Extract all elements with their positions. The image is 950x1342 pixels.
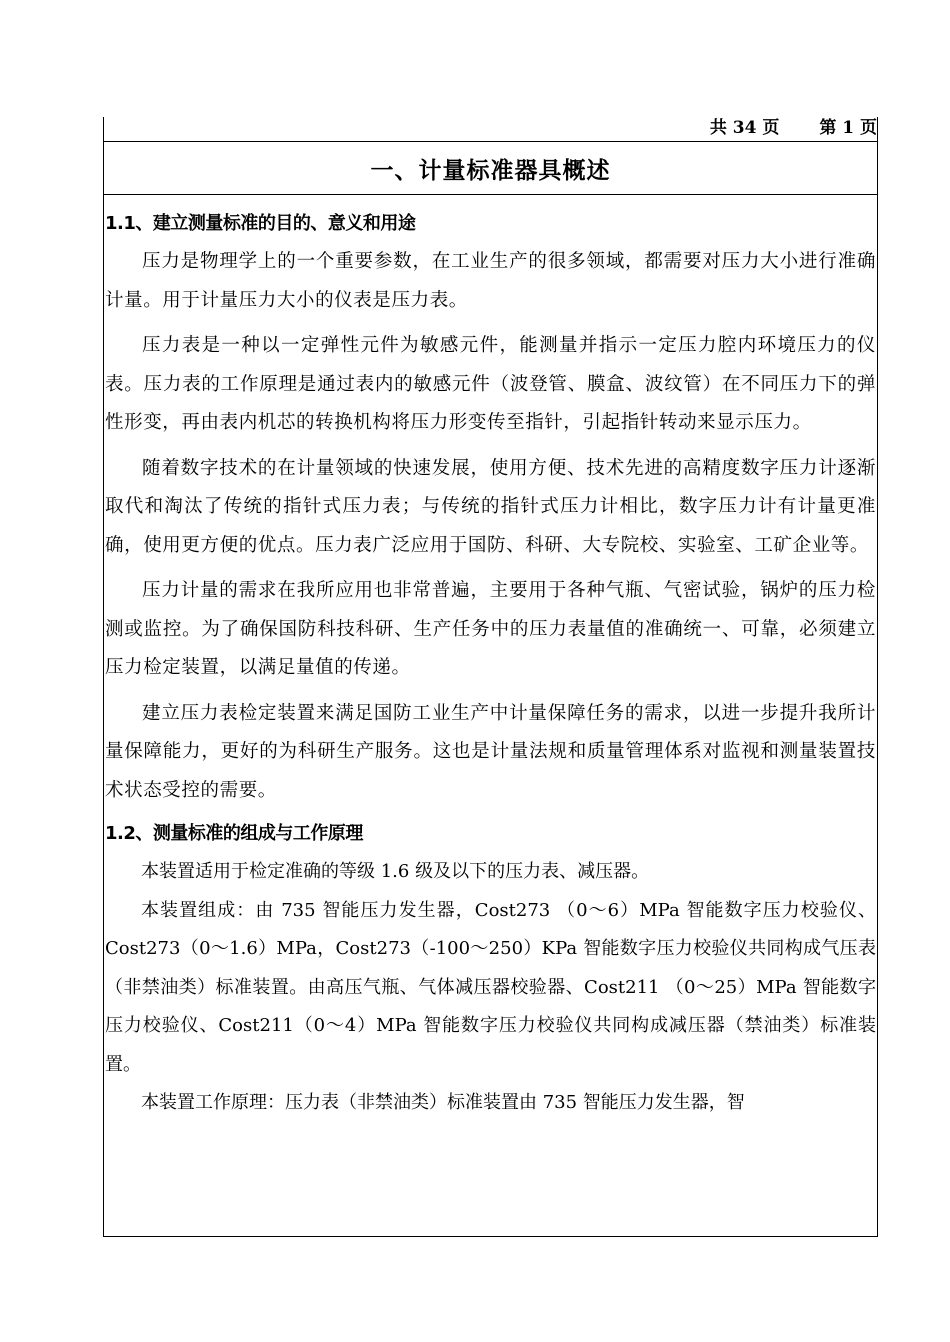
document-body bbox=[104, 205, 877, 1123]
current-page: 第 1 页 bbox=[819, 118, 877, 138]
paragraph: 随着数字技术的在计量领域的快速发展，使用方便、技术先进的高精度数字压力计逐渐取代和淘汰了传统的指针式压力表；与传统的指针式压力计相比，数字压力计有计量更准确，使用更方便的优点。压力表广泛应用于国防、科研、大专院校、实验室、工矿企业等。 bbox=[105, 457, 876, 556]
section-heading-1-2: 1.2、测量标准的组成与工作原理 bbox=[105, 823, 363, 844]
paragraph: 压力计量的需求在我所应用也非常普遍，主要用于各种气瓶、气密试验，锅炉的压力检测或监控。为了确保国防科技科研、生产任务中的压力表量值的准确统一、可靠，必须建立压力检定装置，以满足量值的传递。 bbox=[105, 580, 876, 678]
page-frame bbox=[103, 117, 878, 1237]
section-heading-1-1: 1.1、建立测量标准的目的、意义和用途 bbox=[105, 213, 416, 234]
paragraph: 本装置工作原理：压力表（非禁油类）标准装置由 735 智能压力发生器，智 bbox=[141, 1092, 745, 1113]
paragraph: 本装置组成：由 735 智能压力发生器，Cost273 （0～6）MPa 智能数字压力校验仪、Cost273（0～1.6）MPa，Cost273（-100～250）KPa 智能数字压力校验仪共同构成气压表（非禁油类）标准装置。由高压气瓶、气体减压器校验器、Cost211 （0～25）MPa 智能数字压力校验仪、Cost211（0～4）MPa 智能数字压力校验仪共同构成减压器（禁油类）标准装置。 bbox=[105, 899, 876, 1075]
paragraph: 建立压力表检定装置来满足国防工业生产中计量保障任务的需求，以进一步提升我所计量保障能力，更好的为科研生产服务。这也是计量法规和质量管理体系对监视和测量装置技术状态受控的需要。 bbox=[105, 702, 876, 801]
page-counter bbox=[710, 117, 877, 139]
paragraph: 本装置适用于检定准确的等级 1.6 级及以下的压力表、减压器。 bbox=[141, 861, 650, 882]
total-pages: 共 34 页 bbox=[709, 118, 780, 138]
paragraph: 压力表是一种以一定弹性元件为敏感元件，能测量并指示一定压力腔内环境压力的仪表。压力表的工作原理是通过表内的敏感元件（波登管、膜盒、波纹管）在不同压力下的弹性形变，再由表内机芯的转换机构将压力形变传至指针，引起指针转动来显示压力。 bbox=[105, 335, 876, 433]
page-title: 一、计量标准器具概述 bbox=[370, 157, 611, 184]
paragraph: 压力是物理学上的一个重要参数，在工业生产的很多领域，都需要对压力大小进行准确计量。用于计量压力大小的仪表是压力表。 bbox=[105, 251, 876, 311]
title-row bbox=[104, 141, 877, 195]
